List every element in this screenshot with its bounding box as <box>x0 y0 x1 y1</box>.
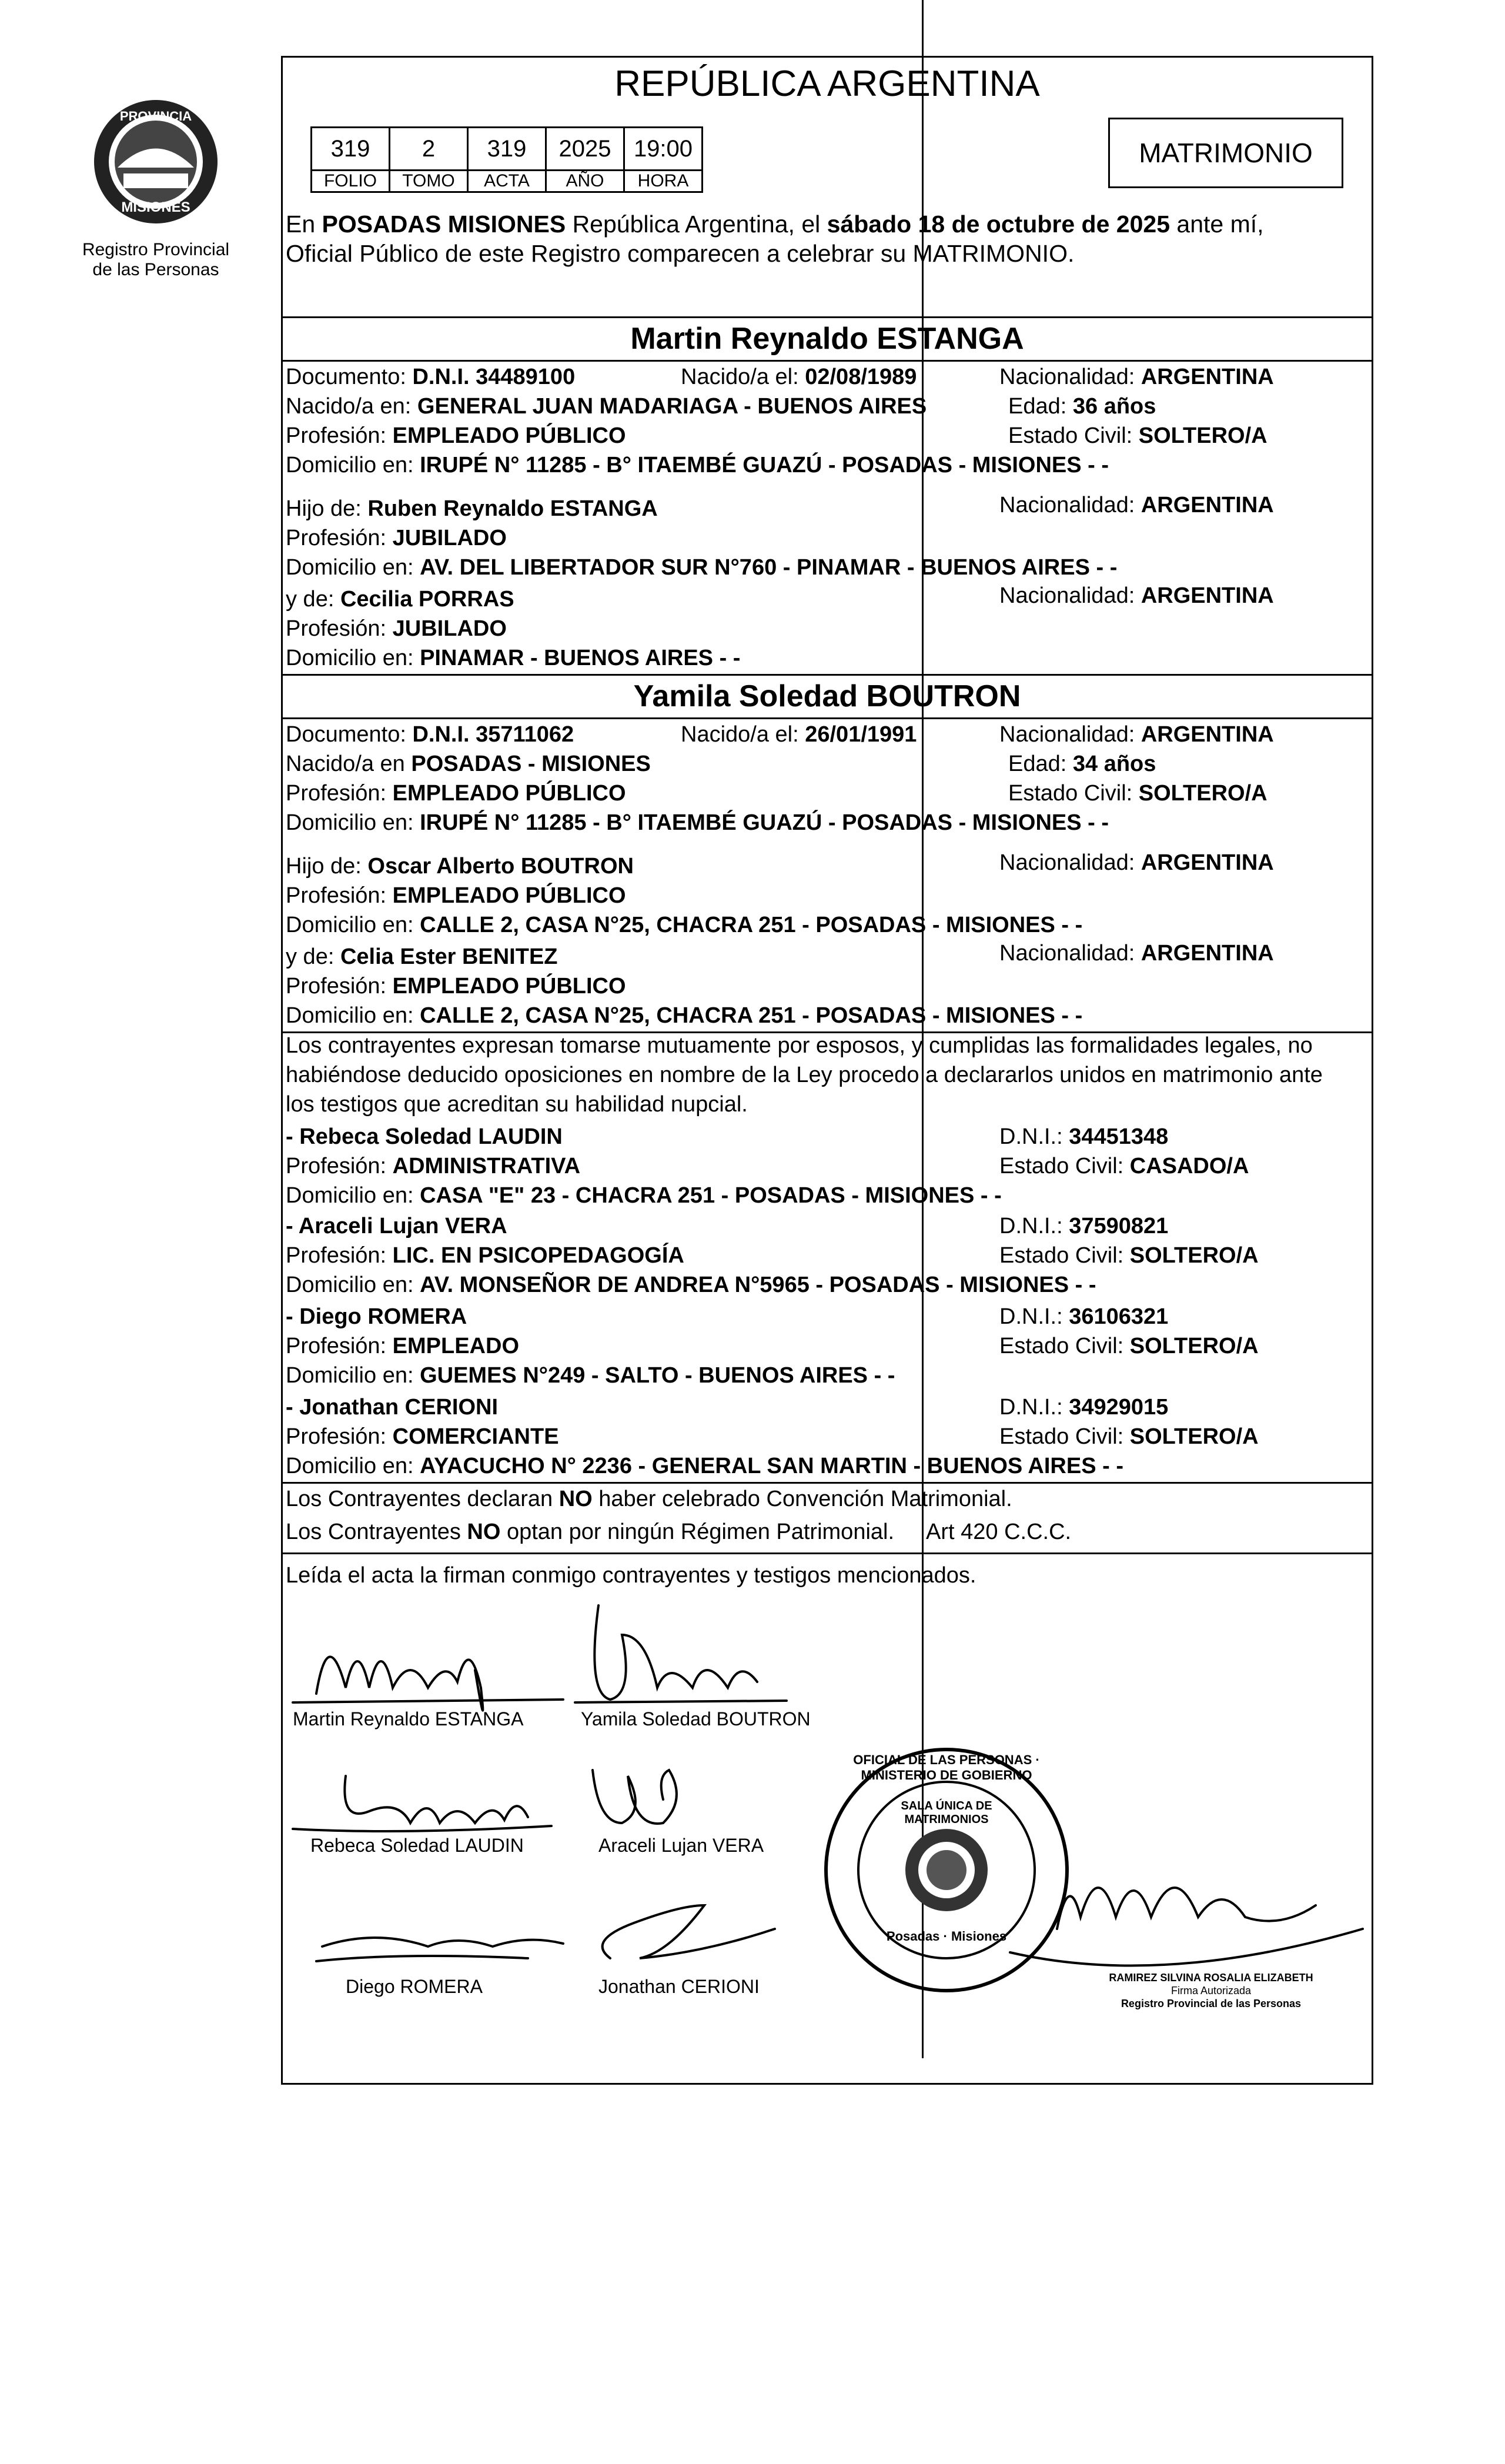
ano-label: AÑO <box>546 171 624 192</box>
spouse1-birthdate: Nacido/a el: 02/08/1989 <box>681 365 917 389</box>
spouse2-name: Yamila Soledad BOUTRON <box>633 679 1021 713</box>
spouse1-address: Domicilio en: IRUPÉ N° 11285 - B° ITAEMBÉ GUAZÚ - POSADAS - MISIONES - - <box>286 453 1109 478</box>
witness4-civil-status: Estado Civil: SOLTERO/A <box>999 1424 1259 1449</box>
witness3-name: - Diego ROMERA <box>286 1304 467 1329</box>
witness3-dni: D.N.I.: 36106321 <box>999 1304 1169 1329</box>
witness3-profession: Profesión: EMPLEADO <box>286 1334 520 1358</box>
page-title: REPÚBLICA ARGENTINA <box>614 64 1040 104</box>
intro-line-2: Oficial Público de este Registro comparecen a celebrar su MATRIMONIO. <box>286 240 1075 267</box>
spouse1-father-address: Domicilio en: AV. DEL LIBERTADOR SUR N°760 - PINAMAR - BUENOS AIRES - - <box>286 555 1118 580</box>
witness2-address: Domicilio en: AV. MONSEÑOR DE ANDREA N°5965 - POSADAS - MISIONES - - <box>286 1273 1096 1297</box>
spouse2-birthdate: Nacido/a el: 26/01/1991 <box>681 722 917 747</box>
logo-caption: Registro Provincial de las Personas <box>82 240 230 279</box>
witness1-address: Domicilio en: CASA "E" 23 - CHACRA 251 - POSADAS - MISIONES - - <box>286 1183 1002 1208</box>
stamp-city-text: Posadas · Misiones <box>886 1929 1007 1944</box>
folio-label: FOLIO <box>312 171 390 192</box>
svg-text:PROVINCIA: PROVINCIA <box>119 109 192 123</box>
witness4-dni: D.N.I.: 34929015 <box>999 1395 1169 1420</box>
divider <box>281 316 1373 318</box>
spouse2-mother-profession: Profesión: EMPLEADO PÚBLICO <box>286 974 626 999</box>
intro-line-1: En POSADAS MISIONES República Argentina, el sábado 18 de octubre de 2025 ante mí, <box>286 211 1264 238</box>
spouse1-civil-status: Estado Civil: SOLTERO/A <box>1008 423 1267 448</box>
signature-label-cerioni: Jonathan CERIONI <box>598 1976 760 1997</box>
spouse2-father-address: Domicilio en: CALLE 2, CASA N°25, CHACRA 251 - POSADAS - MISIONES - - <box>286 913 1083 937</box>
official-signature-stroke <box>1057 1888 1316 1929</box>
hora-value: 19:00 <box>624 128 703 171</box>
declaration-line-2: habiéndose deducido oposiciones en nombre de la Ley procedo a declararlos unidos en matrimonio ante <box>286 1063 1323 1087</box>
divider <box>281 674 1373 676</box>
act-type: MATRIMONIO <box>1139 138 1313 168</box>
tomo-value: 2 <box>390 128 468 171</box>
spouse1-mother-profession: Profesión: JUBILADO <box>286 616 507 641</box>
witness2-profession: Profesión: LIC. EN PSICOPEDAGOGÍA <box>286 1243 684 1268</box>
spouse2-nationality: Nacionalidad: ARGENTINA <box>999 722 1274 747</box>
signature-estanga-stroke <box>293 1700 563 1702</box>
witness1-dni: D.N.I.: 34451348 <box>999 1124 1169 1149</box>
tomo-label: TOMO <box>390 171 468 192</box>
spouse1-mother-nationality: Nacionalidad: ARGENTINA <box>999 583 1274 608</box>
registry-logo <box>82 88 229 235</box>
witness4-name: - Jonathan CERIONI <box>286 1395 499 1420</box>
signature-cerioni-stroke <box>603 1905 775 1958</box>
spouse1-mother-address: Domicilio en: PINAMAR - BUENOS AIRES - - <box>286 646 741 670</box>
witness1-profession: Profesión: ADMINISTRATIVA <box>286 1154 581 1178</box>
acta-label: ACTA <box>468 171 546 192</box>
signature-boutron-stroke <box>594 1605 757 1700</box>
spouse1-father: Hijo de: Ruben Reynaldo ESTANGA <box>286 496 658 521</box>
signature-laudin-stroke <box>345 1776 528 1823</box>
closing-statement: Leída el acta la firman conmigo contrayentes y testigos mencionados. <box>286 1563 976 1588</box>
acta-value: 319 <box>468 128 546 171</box>
stamp-inner-text: SALA ÚNICA DE MATRIMONIOS <box>901 1799 992 1826</box>
folio-value: 319 <box>312 128 390 171</box>
regime-line-1: Los Contrayentes declaran NO haber celebrado Convención Matrimonial. <box>286 1487 1012 1511</box>
divider <box>281 1552 1373 1554</box>
registry-table <box>310 126 703 193</box>
spouse1-nationality: Nacionalidad: ARGENTINA <box>999 365 1274 389</box>
signature-boutron-stroke <box>575 1701 787 1702</box>
witness4-address: Domicilio en: AYACUCHO N° 2236 - GENERAL SAN MARTIN - BUENOS AIRES - - <box>286 1454 1123 1478</box>
declaration-line-3: los testigos que acreditan su habilidad nupcial. <box>286 1092 748 1117</box>
spouse1-name: Martin Reynaldo ESTANGA <box>630 322 1024 356</box>
spouse1-age: Edad: 36 años <box>1008 394 1156 419</box>
witness3-address: Domicilio en: GUEMES N°249 - SALTO - BUENOS AIRES - - <box>286 1363 895 1388</box>
official-office: Registro Provincial de las Personas <box>1121 1998 1302 2009</box>
signature-label-boutron: Yamila Soledad BOUTRON <box>581 1708 811 1730</box>
signature-label-romera: Diego ROMERA <box>346 1976 483 1997</box>
declaration-line-1: Los contrayentes expresan tomarse mutuamente por esposos, y cumplidas las formalidades legales, no <box>286 1033 1313 1058</box>
regime-line-2: Los Contrayentes NO optan por ningún Régimen Patrimonial. <box>286 1520 895 1544</box>
signature-label-vera: Araceli Lujan VERA <box>598 1835 764 1856</box>
spouse1-profession: Profesión: EMPLEADO PÚBLICO <box>286 423 626 448</box>
official-name: RAMIREZ SILVINA ROSALIA ELIZABETH <box>1109 1972 1313 1984</box>
official-signer <box>1052 1971 1370 2010</box>
divider <box>281 1482 1373 1484</box>
spouse2-civil-status: Estado Civil: SOLTERO/A <box>1008 781 1267 806</box>
spouse1-father-profession: Profesión: JUBILADO <box>286 526 507 550</box>
witness2-name: - Araceli Lujan VERA <box>286 1214 507 1238</box>
divider <box>281 717 1373 719</box>
spouse2-mother: y de: Celia Ester BENITEZ <box>286 944 558 969</box>
spouse2-document: Documento: D.N.I. 35711062 <box>286 722 574 747</box>
spouse2-father-profession: Profesión: EMPLEADO PÚBLICO <box>286 883 626 908</box>
spouse2-mother-address: Domicilio en: CALLE 2, CASA N°25, CHACRA 251 - POSADAS - MISIONES - - <box>286 1003 1083 1028</box>
spouse2-age: Edad: 34 años <box>1008 752 1156 776</box>
act-type-box <box>1108 118 1343 188</box>
signature-label-estanga: Martin Reynaldo ESTANGA <box>293 1708 524 1730</box>
witness2-civil-status: Estado Civil: SOLTERO/A <box>999 1243 1259 1268</box>
spouse2-father: Hijo de: Oscar Alberto BOUTRON <box>286 854 634 879</box>
witness3-civil-status: Estado Civil: SOLTERO/A <box>999 1334 1259 1358</box>
ano-value: 2025 <box>546 128 624 171</box>
official-stamp <box>817 1741 1076 1999</box>
hora-label: HORA <box>624 171 703 192</box>
signature-laudin-stroke <box>293 1826 551 1831</box>
witness1-civil-status: Estado Civil: CASADO/A <box>999 1154 1249 1178</box>
spouse1-mother: y de: Cecilia PORRAS <box>286 587 514 612</box>
signature-romera-stroke <box>316 1938 563 1961</box>
spouse1-document: Documento: D.N.I. 34489100 <box>286 365 576 389</box>
spouse2-father-nationality: Nacionalidad: ARGENTINA <box>999 850 1274 875</box>
spouse1-birthplace: Nacido/a en: GENERAL JUAN MADARIAGA - BUENOS AIRES <box>286 394 927 419</box>
witness4-profession: Profesión: COMERCIANTE <box>286 1424 559 1449</box>
signature-label-laudin: Rebeca Soledad LAUDIN <box>310 1835 524 1856</box>
spouse1-father-nationality: Nacionalidad: ARGENTINA <box>999 493 1274 517</box>
stamp-ring-text: OFICIAL DE LAS PERSONAS · MINISTERIO DE GOBIERNO <box>853 1752 1040 1782</box>
spouse2-birthplace: Nacido/a en POSADAS - MISIONES <box>286 752 651 776</box>
province-seal-icon <box>82 88 229 235</box>
spouse2-address: Domicilio en: IRUPÉ N° 11285 - B° ITAEMBÉ GUAZÚ - POSADAS - MISIONES - - <box>286 810 1109 835</box>
svg-text:MISIONES: MISIONES <box>121 199 190 215</box>
witness2-dni: D.N.I.: 37590821 <box>999 1214 1169 1238</box>
signature-vera-stroke <box>593 1770 677 1824</box>
witness1-name: - Rebeca Soledad LAUDIN <box>286 1124 563 1149</box>
divider <box>281 360 1373 362</box>
spouse2-profession: Profesión: EMPLEADO PÚBLICO <box>286 781 626 806</box>
official-role: Firma Autorizada <box>1170 1985 1252 1996</box>
regime-article: Art 420 C.C.C. <box>926 1520 1072 1544</box>
spouse2-mother-nationality: Nacionalidad: ARGENTINA <box>999 941 1274 966</box>
